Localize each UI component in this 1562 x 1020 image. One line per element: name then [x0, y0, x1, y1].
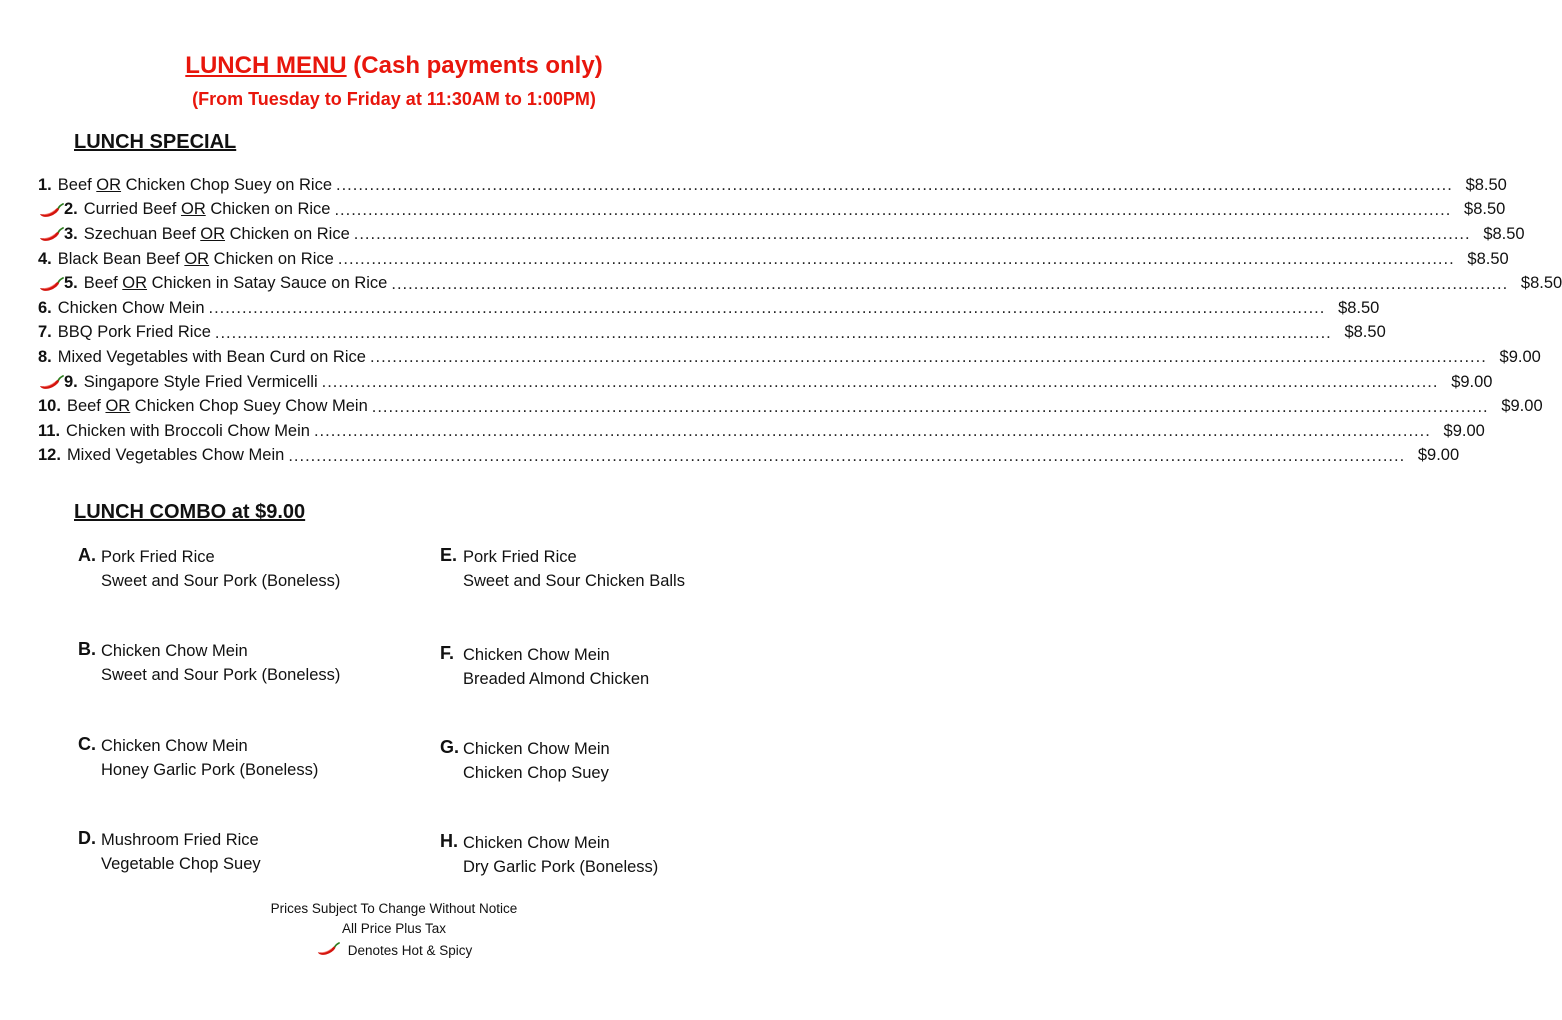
- item-number: 7.: [38, 323, 52, 342]
- menu-subtitle: (From Tuesday to Friday at 11:30AM to 1:00PM): [192, 89, 596, 109]
- special-item: [38, 173, 1507, 198]
- combo-letter: B.: [78, 639, 96, 659]
- item-number: 4.: [38, 249, 52, 268]
- item-number: 11.: [38, 421, 61, 440]
- chili-pepper-icon: [38, 373, 64, 391]
- combo-dish-1: Pork Fried Rice: [463, 548, 577, 566]
- dot-leader: ........................................................................................................................................................................................................: [313, 422, 1431, 441]
- combo-letter: A.: [78, 545, 96, 565]
- combo-dish-1: Chicken Chow Mein: [463, 740, 610, 758]
- combo-item: [78, 734, 318, 782]
- menu-title-note: (Cash payments only): [353, 52, 603, 79]
- menu-title-main: LUNCH MENU: [185, 52, 347, 79]
- combo-item: [78, 828, 261, 876]
- menu-title: [0, 52, 788, 80]
- footer-legend: [0, 941, 788, 959]
- footer-tax-notice: All Price Plus Tax: [341, 921, 447, 936]
- item-number: 1.: [38, 175, 52, 194]
- special-item: [38, 419, 1485, 444]
- item-name: Beef OR Chicken in Satay Sauce on Rice: [83, 274, 388, 293]
- combo-item: [78, 639, 340, 687]
- dot-leader: ........................................................................................................................................................................................................: [334, 200, 1452, 219]
- item-number: 3.: [64, 224, 78, 243]
- item-number: 10.: [38, 397, 61, 416]
- item-number: 9.: [64, 372, 78, 391]
- special-item: [38, 444, 1460, 469]
- item-name: Chicken Chow Mein: [57, 298, 205, 317]
- item-name: Mixed Vegetables Chow Mein: [66, 446, 285, 465]
- lunch-special-list: [38, 173, 1562, 468]
- chili-pepper-icon: [38, 225, 64, 243]
- dot-leader: ........................................................................................................................................................................................................: [337, 250, 1455, 269]
- combo-dish-1: Mushroom Fried Rice: [101, 831, 259, 849]
- combo-item: [440, 643, 649, 691]
- item-price: $9.00: [1501, 397, 1543, 416]
- combo-dish-2: Sweet and Sour Chicken Balls: [463, 572, 685, 590]
- item-price: $9.00: [1443, 421, 1485, 440]
- combo-letter: G.: [440, 737, 460, 757]
- dot-leader: ........................................................................................................................................................................................................: [353, 225, 1471, 244]
- lunch-combo-heading: LUNCH COMBO at $9.00: [74, 501, 306, 523]
- item-price: $9.00: [1417, 446, 1460, 465]
- item-number: 8.: [38, 347, 52, 366]
- item-name: Singapore Style Fried Vermicelli: [83, 372, 318, 391]
- chili-pepper-icon: [38, 201, 64, 219]
- combo-item: [440, 831, 658, 879]
- item-number: 12.: [38, 446, 61, 465]
- combo-item: [440, 545, 685, 593]
- special-item: [38, 296, 1380, 321]
- item-price: $8.50: [1338, 298, 1380, 317]
- special-item: [38, 370, 1493, 395]
- combo-dish-1: Pork Fried Rice: [101, 548, 215, 566]
- item-price: $8.50: [1464, 200, 1506, 219]
- combo-dish-1: Chicken Chow Mein: [101, 642, 248, 660]
- item-name: Beef OR Chicken Chop Suey on Rice: [57, 175, 332, 194]
- item-name: Curried Beef OR Chicken on Rice: [83, 200, 331, 219]
- dot-leader: ........................................................................................................................................................................................................: [371, 397, 1489, 416]
- item-name: Mixed Vegetables with Bean Curd on Rice: [57, 347, 366, 366]
- combo-letter: D.: [78, 828, 96, 848]
- dot-leader: ........................................................................................................................................................................................................: [336, 176, 1453, 195]
- combo-dish-1: Chicken Chow Mein: [463, 834, 610, 852]
- combo-dish-2: Dry Garlic Pork (Boneless): [463, 858, 659, 876]
- dot-leader: ........................................................................................................................................................................................................: [288, 446, 1406, 465]
- item-price: $8.50: [1465, 175, 1507, 194]
- special-item: [38, 222, 1525, 247]
- item-name: Chicken with Broccoli Chow Mein: [66, 421, 310, 440]
- footer-price-notice: Prices Subject To Change Without Notice: [270, 901, 518, 916]
- item-price: $9.00: [1499, 347, 1541, 366]
- item-number: 5.: [64, 274, 78, 293]
- combo-dish-2: Vegetable Chop Suey: [101, 855, 261, 873]
- combo-letter: C.: [78, 734, 96, 754]
- item-price: $8.50: [1520, 274, 1562, 293]
- item-name: BBQ Pork Fried Rice: [57, 323, 211, 342]
- combo-dish-2: Chicken Chop Suey: [463, 764, 609, 782]
- item-price: $8.50: [1483, 224, 1525, 243]
- chili-pepper-icon: [38, 275, 64, 293]
- combo-item: [78, 545, 340, 593]
- combo-letter: F.: [440, 643, 455, 663]
- lunch-special-heading: LUNCH SPECIAL: [74, 131, 237, 153]
- combo-dish-1: Chicken Chow Mein: [101, 737, 248, 755]
- special-item: [38, 271, 1562, 296]
- special-item: [38, 247, 1509, 272]
- combo-item: [440, 737, 610, 785]
- special-item: [38, 321, 1386, 346]
- combo-letter: E.: [440, 545, 458, 565]
- special-item: [38, 198, 1506, 223]
- item-name: Black Bean Beef OR Chicken on Rice: [57, 249, 334, 268]
- dot-leader: ........................................................................................................................................................................................................: [369, 348, 1487, 367]
- combo-dish-2: Sweet and Sour Pork (Boneless): [101, 572, 341, 590]
- chili-pepper-icon: [316, 941, 340, 959]
- dot-leader: ........................................................................................................................................................................................................: [214, 323, 1332, 342]
- special-item: [38, 345, 1541, 370]
- item-number: 2.: [64, 200, 78, 219]
- special-item: [38, 394, 1543, 419]
- item-price: $8.50: [1467, 249, 1509, 268]
- item-price: $9.00: [1451, 372, 1493, 391]
- footer-legend-text: Denotes Hot & Spicy: [347, 942, 473, 958]
- combo-letter: H.: [440, 831, 458, 851]
- combo-dish-2: Breaded Almond Chicken: [463, 670, 650, 688]
- dot-leader: ........................................................................................................................................................................................................: [208, 299, 1326, 318]
- combo-dish-1: Chicken Chow Mein: [463, 646, 610, 664]
- combo-dish-2: Sweet and Sour Pork (Boneless): [101, 666, 341, 684]
- item-price: $8.50: [1344, 323, 1386, 342]
- combo-dish-2: Honey Garlic Pork (Boneless): [101, 761, 319, 779]
- dot-leader: ........................................................................................................................................................................................................: [391, 274, 1509, 293]
- dot-leader: ........................................................................................................................................................................................................: [321, 373, 1439, 392]
- item-name: Beef OR Chicken Chop Suey Chow Mein: [66, 397, 368, 416]
- item-number: 6.: [38, 298, 52, 317]
- item-name: Szechuan Beef OR Chicken on Rice: [83, 224, 350, 243]
